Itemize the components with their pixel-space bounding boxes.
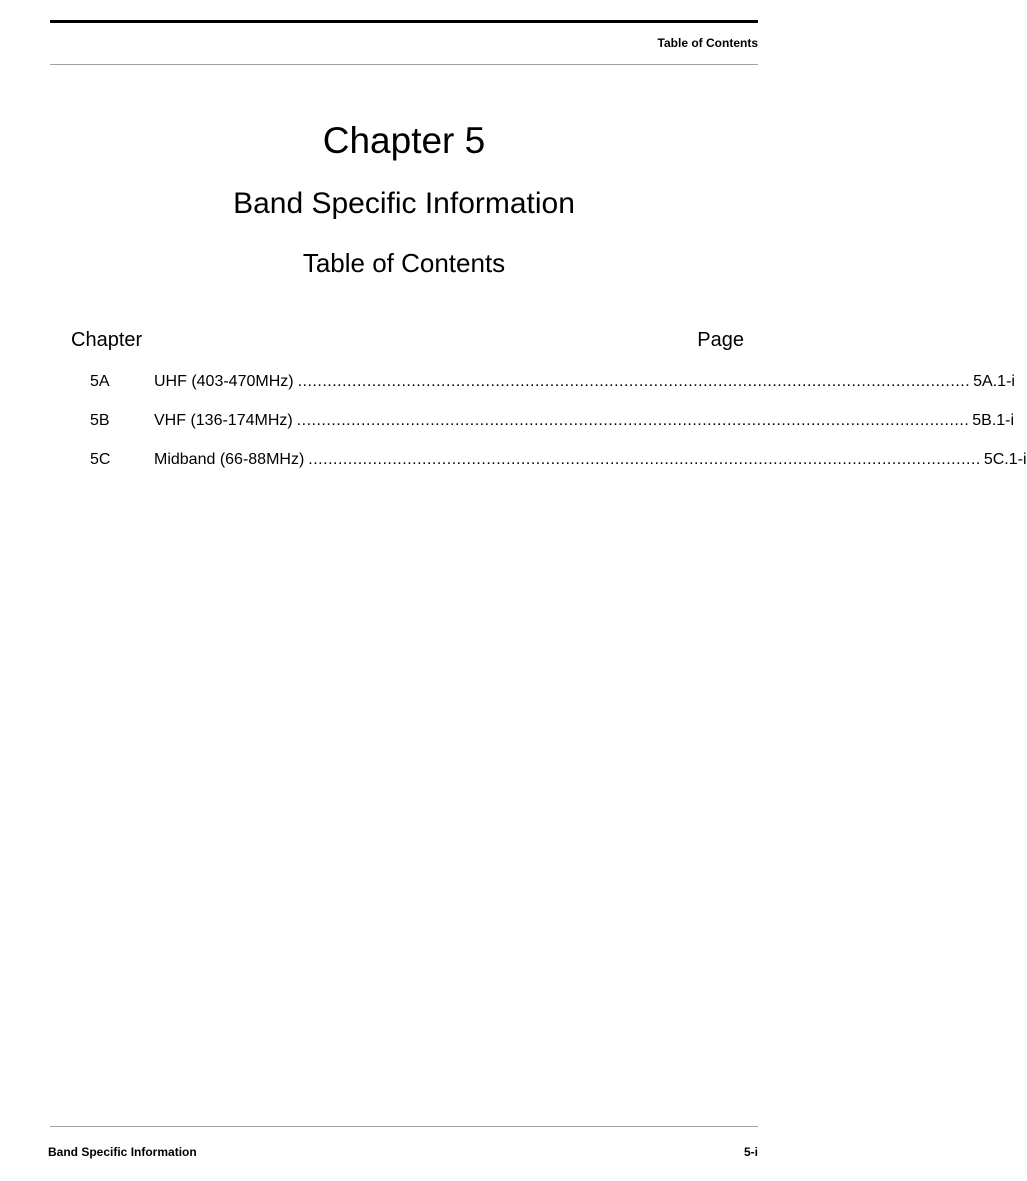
toc-column-page: Page bbox=[697, 329, 744, 351]
toc-row-5a[interactable] bbox=[90, 371, 1015, 393]
dot-leader: ........................................................................................................................................ bbox=[296, 412, 970, 429]
toc-entry-number: 5C bbox=[90, 451, 111, 468]
dot-leader: ........................................................................................................................................ bbox=[308, 451, 981, 468]
header-divider bbox=[50, 64, 758, 65]
toc-entry-link[interactable] bbox=[154, 371, 1015, 393]
toc-entry-page: 5C.1-i bbox=[983, 451, 1027, 468]
toc-column-chapter: Chapter bbox=[71, 329, 143, 351]
toc-entry-link[interactable] bbox=[154, 410, 1015, 432]
footer-section-title: Band Specific Information bbox=[48, 1145, 197, 1159]
chapter-subtitle: Band Specific Information bbox=[233, 187, 575, 220]
toc-entry-page: 5B.1-i bbox=[972, 412, 1015, 429]
toc-row-5b[interactable] bbox=[90, 410, 1015, 432]
toc-entry-number: 5A bbox=[90, 373, 110, 390]
running-header: Table of Contents bbox=[657, 36, 758, 50]
footer-divider bbox=[50, 1126, 758, 1127]
toc-entry-link[interactable] bbox=[154, 449, 1027, 471]
toc-entry-title: UHF (403-470MHz) bbox=[154, 373, 294, 390]
toc-row-5c[interactable] bbox=[90, 449, 1027, 471]
chapter-title: Chapter 5 bbox=[322, 120, 486, 161]
toc-entry-title: Midband (66-88MHz) bbox=[154, 451, 305, 468]
toc-heading: Table of Contents bbox=[302, 248, 506, 278]
toc-entry-number: 5B bbox=[90, 412, 110, 429]
dot-leader: ........................................................................................................................................ bbox=[297, 373, 971, 390]
footer-page-number: 5-i bbox=[743, 1145, 758, 1159]
top-rule bbox=[50, 20, 758, 23]
toc-entry-page: 5A.1-i bbox=[973, 373, 1015, 390]
toc-entry-title: VHF (136-174MHz) bbox=[154, 412, 293, 429]
